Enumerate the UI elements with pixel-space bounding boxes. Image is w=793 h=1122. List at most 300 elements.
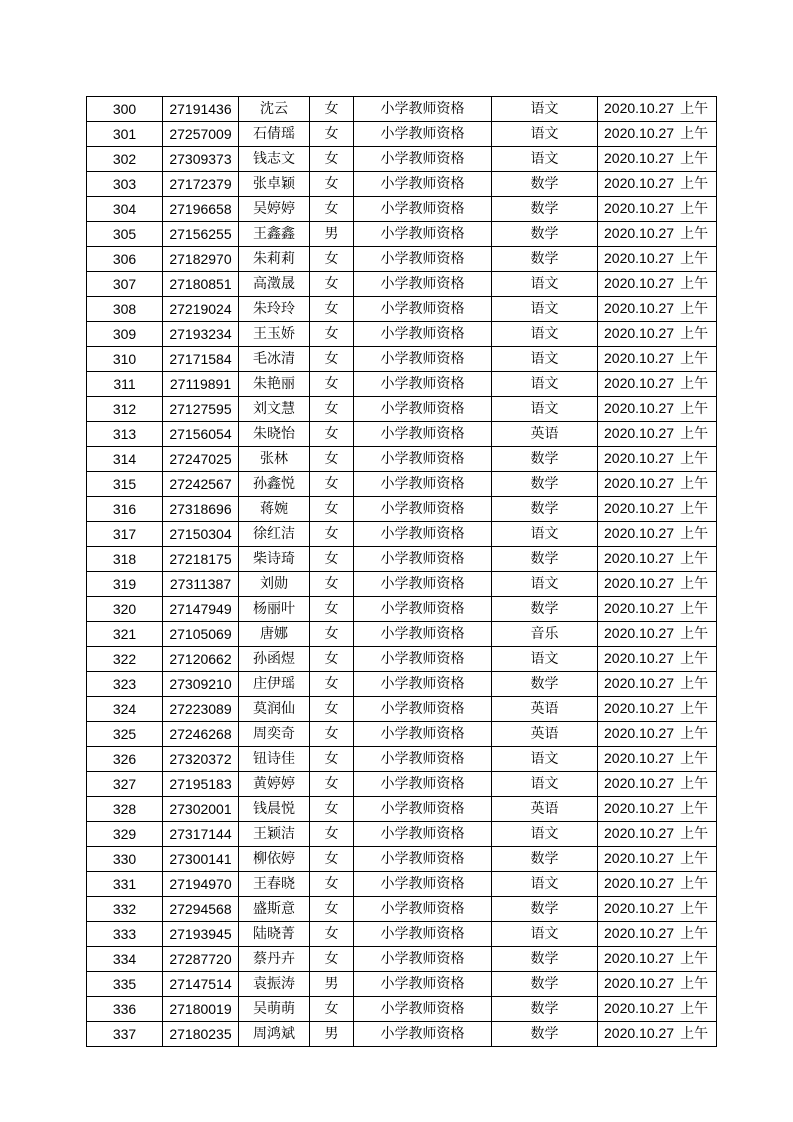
subject-cell: 语文 <box>492 372 598 397</box>
exam-time-cell <box>598 422 717 447</box>
candidate-id-cell: 27196658 <box>163 197 239 222</box>
candidate-id-cell: 27246268 <box>163 722 239 747</box>
name-cell: 钱志文 <box>239 147 310 172</box>
candidate-id-cell: 27105069 <box>163 622 239 647</box>
subject-cell: 数学 <box>492 672 598 697</box>
seq-cell: 306 <box>87 247 163 272</box>
exam-session: 上午 <box>680 851 709 867</box>
exam-session: 上午 <box>680 251 709 267</box>
category-cell: 小学教师资格 <box>354 872 492 897</box>
table-row <box>87 247 717 272</box>
seq-cell: 308 <box>87 297 163 322</box>
exam-time-cell <box>598 847 717 872</box>
subject-cell: 数学 <box>492 472 598 497</box>
seq-cell: 317 <box>87 522 163 547</box>
candidate-id-cell: 27119891 <box>163 372 239 397</box>
exam-date: 2020.10.27 <box>604 450 675 466</box>
exam-date: 2020.10.27 <box>604 500 675 516</box>
candidate-id-cell: 27194970 <box>163 872 239 897</box>
subject-cell: 数学 <box>492 197 598 222</box>
exam-session: 上午 <box>680 451 709 467</box>
exam-session: 上午 <box>680 726 709 742</box>
seq-cell: 327 <box>87 772 163 797</box>
category-cell: 小学教师资格 <box>354 497 492 522</box>
candidate-id-cell: 27156054 <box>163 422 239 447</box>
candidate-id-cell: 27172379 <box>163 172 239 197</box>
gender-cell: 女 <box>310 897 354 922</box>
exam-date: 2020.10.27 <box>604 850 675 866</box>
exam-time-cell <box>598 1022 717 1047</box>
name-cell: 刘勋 <box>239 572 310 597</box>
table-row <box>87 347 717 372</box>
exam-time-cell <box>598 622 717 647</box>
exam-session: 上午 <box>680 976 709 992</box>
table-row <box>87 647 717 672</box>
exam-date: 2020.10.27 <box>604 225 675 241</box>
exam-session: 上午 <box>680 501 709 517</box>
gender-cell: 女 <box>310 372 354 397</box>
exam-date: 2020.10.27 <box>604 125 675 141</box>
exam-date: 2020.10.27 <box>604 650 675 666</box>
category-cell: 小学教师资格 <box>354 722 492 747</box>
category-cell: 小学教师资格 <box>354 147 492 172</box>
gender-cell: 女 <box>310 622 354 647</box>
category-cell: 小学教师资格 <box>354 122 492 147</box>
seq-cell: 301 <box>87 122 163 147</box>
seq-cell: 310 <box>87 347 163 372</box>
exam-date: 2020.10.27 <box>604 750 675 766</box>
subject-cell: 语文 <box>492 822 598 847</box>
exam-date: 2020.10.27 <box>604 1000 675 1016</box>
subject-cell: 数学 <box>492 497 598 522</box>
table-row <box>87 122 717 147</box>
seq-cell: 329 <box>87 822 163 847</box>
subject-cell: 语文 <box>492 147 598 172</box>
name-cell: 钱晨悦 <box>239 797 310 822</box>
exam-time-cell <box>598 222 717 247</box>
name-cell: 盛斯意 <box>239 897 310 922</box>
candidate-id-cell: 27182970 <box>163 247 239 272</box>
table-row <box>87 747 717 772</box>
subject-cell: 语文 <box>492 872 598 897</box>
name-cell: 孙鑫悦 <box>239 472 310 497</box>
subject-cell: 数学 <box>492 897 598 922</box>
exam-time-cell <box>598 397 717 422</box>
seq-cell: 307 <box>87 272 163 297</box>
table-row <box>87 472 717 497</box>
subject-cell: 数学 <box>492 997 598 1022</box>
category-cell: 小学教师资格 <box>354 822 492 847</box>
exam-date: 2020.10.27 <box>604 800 675 816</box>
table-row <box>87 722 717 747</box>
candidate-id-cell: 27219024 <box>163 297 239 322</box>
category-cell: 小学教师资格 <box>354 297 492 322</box>
exam-session: 上午 <box>680 176 709 192</box>
exam-time-cell <box>598 697 717 722</box>
seq-cell: 303 <box>87 172 163 197</box>
name-cell: 柴诗琦 <box>239 547 310 572</box>
exam-session: 上午 <box>680 801 709 817</box>
category-cell: 小学教师资格 <box>354 672 492 697</box>
exam-date: 2020.10.27 <box>604 150 675 166</box>
seq-cell: 305 <box>87 222 163 247</box>
candidate-id-cell: 27156255 <box>163 222 239 247</box>
name-cell: 朱玲玲 <box>239 297 310 322</box>
gender-cell: 女 <box>310 272 354 297</box>
seq-cell: 324 <box>87 697 163 722</box>
name-cell: 刘文慧 <box>239 397 310 422</box>
seq-cell: 313 <box>87 422 163 447</box>
exam-session: 上午 <box>680 676 709 692</box>
seq-cell: 330 <box>87 847 163 872</box>
table-row <box>87 597 717 622</box>
category-cell: 小学教师资格 <box>354 172 492 197</box>
candidate-id-cell: 27247025 <box>163 447 239 472</box>
subject-cell: 数学 <box>492 547 598 572</box>
exam-time-cell <box>598 447 717 472</box>
seq-cell: 326 <box>87 747 163 772</box>
exam-date: 2020.10.27 <box>604 200 675 216</box>
name-cell: 徐红洁 <box>239 522 310 547</box>
exam-session: 上午 <box>680 126 709 142</box>
subject-cell: 语文 <box>492 97 598 122</box>
category-cell: 小学教师资格 <box>354 472 492 497</box>
exam-date: 2020.10.27 <box>604 325 675 341</box>
table-row <box>87 272 717 297</box>
table-row <box>87 972 717 997</box>
subject-cell: 数学 <box>492 947 598 972</box>
table-row <box>87 572 717 597</box>
seq-cell: 300 <box>87 97 163 122</box>
candidate-id-cell: 27193945 <box>163 922 239 947</box>
subject-cell: 语文 <box>492 322 598 347</box>
name-cell: 朱莉莉 <box>239 247 310 272</box>
gender-cell: 女 <box>310 247 354 272</box>
category-cell: 小学教师资格 <box>354 322 492 347</box>
category-cell: 小学教师资格 <box>354 797 492 822</box>
exam-time-cell <box>598 322 717 347</box>
table-row <box>87 297 717 322</box>
gender-cell: 女 <box>310 747 354 772</box>
exam-session: 上午 <box>680 201 709 217</box>
exam-date: 2020.10.27 <box>604 825 675 841</box>
table-row <box>87 622 717 647</box>
name-cell: 毛冰清 <box>239 347 310 372</box>
exam-date: 2020.10.27 <box>604 875 675 891</box>
name-cell: 朱晓怡 <box>239 422 310 447</box>
exam-session: 上午 <box>680 351 709 367</box>
exam-time-cell <box>598 472 717 497</box>
table-row <box>87 997 717 1022</box>
subject-cell: 语文 <box>492 572 598 597</box>
gender-cell: 女 <box>310 172 354 197</box>
exam-time-cell <box>598 297 717 322</box>
exam-session: 上午 <box>680 601 709 617</box>
seq-cell: 314 <box>87 447 163 472</box>
name-cell: 黄婷婷 <box>239 772 310 797</box>
table-row <box>87 422 717 447</box>
gender-cell: 男 <box>310 1022 354 1047</box>
name-cell: 王颖洁 <box>239 822 310 847</box>
seq-cell: 335 <box>87 972 163 997</box>
gender-cell: 女 <box>310 697 354 722</box>
candidate-id-cell: 27309373 <box>163 147 239 172</box>
exam-date: 2020.10.27 <box>604 975 675 991</box>
category-cell: 小学教师资格 <box>354 1022 492 1047</box>
table-row <box>87 497 717 522</box>
name-cell: 柳依婷 <box>239 847 310 872</box>
exam-session: 上午 <box>680 401 709 417</box>
exam-date: 2020.10.27 <box>604 175 675 191</box>
table-row <box>87 1022 717 1047</box>
exam-session: 上午 <box>680 951 709 967</box>
exam-date: 2020.10.27 <box>604 275 675 291</box>
subject-cell: 英语 <box>492 422 598 447</box>
exam-session: 上午 <box>680 701 709 717</box>
exam-session: 上午 <box>680 826 709 842</box>
exam-session: 上午 <box>680 1001 709 1017</box>
gender-cell: 女 <box>310 147 354 172</box>
gender-cell: 男 <box>310 222 354 247</box>
table-row <box>87 772 717 797</box>
gender-cell: 女 <box>310 322 354 347</box>
table-row <box>87 147 717 172</box>
exam-time-cell <box>598 522 717 547</box>
exam-time-cell <box>598 97 717 122</box>
subject-cell: 语文 <box>492 522 598 547</box>
candidate-id-cell: 27309210 <box>163 672 239 697</box>
gender-cell: 女 <box>310 797 354 822</box>
exam-time-cell <box>598 997 717 1022</box>
category-cell: 小学教师资格 <box>354 522 492 547</box>
name-cell: 蔡丹卉 <box>239 947 310 972</box>
exam-date: 2020.10.27 <box>604 700 675 716</box>
name-cell: 张卓颖 <box>239 172 310 197</box>
subject-cell: 语文 <box>492 922 598 947</box>
name-cell: 周奕奇 <box>239 722 310 747</box>
exam-time-cell <box>598 497 717 522</box>
category-cell: 小学教师资格 <box>354 697 492 722</box>
seq-cell: 322 <box>87 647 163 672</box>
candidate-id-cell: 27180235 <box>163 1022 239 1047</box>
category-cell: 小学教师资格 <box>354 847 492 872</box>
exam-session: 上午 <box>680 101 709 117</box>
category-cell: 小学教师资格 <box>354 622 492 647</box>
subject-cell: 数学 <box>492 247 598 272</box>
name-cell: 高澂晟 <box>239 272 310 297</box>
exam-time-cell <box>598 897 717 922</box>
table-row <box>87 547 717 572</box>
exam-session: 上午 <box>680 626 709 642</box>
table-row <box>87 872 717 897</box>
exam-session: 上午 <box>680 926 709 942</box>
subject-cell: 语文 <box>492 747 598 772</box>
exam-time-cell <box>598 822 717 847</box>
table-row <box>87 397 717 422</box>
gender-cell: 女 <box>310 722 354 747</box>
exam-session: 上午 <box>680 551 709 567</box>
name-cell: 石倩瑶 <box>239 122 310 147</box>
subject-cell: 语文 <box>492 647 598 672</box>
exam-date: 2020.10.27 <box>604 1025 675 1041</box>
subject-cell: 语文 <box>492 272 598 297</box>
candidate-id-cell: 27242567 <box>163 472 239 497</box>
seq-cell: 309 <box>87 322 163 347</box>
seq-cell: 321 <box>87 622 163 647</box>
exam-date: 2020.10.27 <box>604 600 675 616</box>
category-cell: 小学教师资格 <box>354 447 492 472</box>
gender-cell: 女 <box>310 347 354 372</box>
table-row <box>87 947 717 972</box>
subject-cell: 数学 <box>492 972 598 997</box>
exam-time-cell <box>598 772 717 797</box>
subject-cell: 语文 <box>492 397 598 422</box>
seq-cell: 315 <box>87 472 163 497</box>
category-cell: 小学教师资格 <box>354 772 492 797</box>
candidate-id-cell: 27127595 <box>163 397 239 422</box>
candidate-id-cell: 27171584 <box>163 347 239 372</box>
category-cell: 小学教师资格 <box>354 272 492 297</box>
subject-cell: 音乐 <box>492 622 598 647</box>
exam-date: 2020.10.27 <box>604 725 675 741</box>
name-cell: 吴萌萌 <box>239 997 310 1022</box>
gender-cell: 男 <box>310 972 354 997</box>
seq-cell: 302 <box>87 147 163 172</box>
name-cell: 钮诗佳 <box>239 747 310 772</box>
candidate-table <box>86 96 717 1047</box>
exam-date: 2020.10.27 <box>604 775 675 791</box>
gender-cell: 女 <box>310 547 354 572</box>
candidate-id-cell: 27191436 <box>163 97 239 122</box>
seq-cell: 318 <box>87 547 163 572</box>
subject-cell: 语文 <box>492 347 598 372</box>
candidate-id-cell: 27320372 <box>163 747 239 772</box>
candidate-id-cell: 27318696 <box>163 497 239 522</box>
name-cell: 莫润仙 <box>239 697 310 722</box>
exam-session: 上午 <box>680 901 709 917</box>
subject-cell: 语文 <box>492 122 598 147</box>
gender-cell: 女 <box>310 672 354 697</box>
table-row <box>87 97 717 122</box>
gender-cell: 女 <box>310 122 354 147</box>
exam-time-cell <box>598 647 717 672</box>
gender-cell: 女 <box>310 447 354 472</box>
table-row <box>87 172 717 197</box>
exam-time-cell <box>598 372 717 397</box>
gender-cell: 女 <box>310 997 354 1022</box>
exam-time-cell <box>598 172 717 197</box>
candidate-id-cell: 27193234 <box>163 322 239 347</box>
name-cell: 杨丽叶 <box>239 597 310 622</box>
category-cell: 小学教师资格 <box>354 947 492 972</box>
seq-cell: 333 <box>87 922 163 947</box>
subject-cell: 数学 <box>492 172 598 197</box>
exam-date: 2020.10.27 <box>604 350 675 366</box>
gender-cell: 女 <box>310 772 354 797</box>
category-cell: 小学教师资格 <box>354 747 492 772</box>
name-cell: 蒋婉 <box>239 497 310 522</box>
exam-date: 2020.10.27 <box>604 250 675 266</box>
exam-time-cell <box>598 797 717 822</box>
candidate-id-cell: 27120662 <box>163 647 239 672</box>
exam-time-cell <box>598 722 717 747</box>
subject-cell: 数学 <box>492 447 598 472</box>
exam-date: 2020.10.27 <box>604 675 675 691</box>
exam-session: 上午 <box>680 751 709 767</box>
name-cell: 王玉娇 <box>239 322 310 347</box>
exam-time-cell <box>598 572 717 597</box>
exam-date: 2020.10.27 <box>604 950 675 966</box>
exam-session: 上午 <box>680 476 709 492</box>
name-cell: 王鑫鑫 <box>239 222 310 247</box>
name-cell: 张林 <box>239 447 310 472</box>
table-row <box>87 847 717 872</box>
category-cell: 小学教师资格 <box>354 922 492 947</box>
subject-cell: 语文 <box>492 297 598 322</box>
category-cell: 小学教师资格 <box>354 97 492 122</box>
name-cell: 庄伊瑶 <box>239 672 310 697</box>
table-row <box>87 797 717 822</box>
exam-time-cell <box>598 272 717 297</box>
category-cell: 小学教师资格 <box>354 222 492 247</box>
name-cell: 袁振涛 <box>239 972 310 997</box>
exam-date: 2020.10.27 <box>604 300 675 316</box>
candidate-id-cell: 27218175 <box>163 547 239 572</box>
exam-time-cell <box>598 197 717 222</box>
exam-date: 2020.10.27 <box>604 525 675 541</box>
category-cell: 小学教师资格 <box>354 547 492 572</box>
candidate-id-cell: 27180019 <box>163 997 239 1022</box>
exam-time-cell <box>598 672 717 697</box>
exam-time-cell <box>598 872 717 897</box>
exam-time-cell <box>598 972 717 997</box>
gender-cell: 女 <box>310 197 354 222</box>
category-cell: 小学教师资格 <box>354 397 492 422</box>
subject-cell: 数学 <box>492 597 598 622</box>
name-cell: 沈云 <box>239 97 310 122</box>
exam-time-cell <box>598 922 717 947</box>
gender-cell: 女 <box>310 422 354 447</box>
gender-cell: 女 <box>310 822 354 847</box>
category-cell: 小学教师资格 <box>354 347 492 372</box>
category-cell: 小学教师资格 <box>354 972 492 997</box>
candidate-id-cell: 27287720 <box>163 947 239 972</box>
seq-cell: 304 <box>87 197 163 222</box>
seq-cell: 337 <box>87 1022 163 1047</box>
exam-date: 2020.10.27 <box>604 475 675 491</box>
exam-session: 上午 <box>680 226 709 242</box>
name-cell: 唐娜 <box>239 622 310 647</box>
seq-cell: 325 <box>87 722 163 747</box>
gender-cell: 女 <box>310 647 354 672</box>
category-cell: 小学教师资格 <box>354 597 492 622</box>
exam-session: 上午 <box>680 426 709 442</box>
exam-session: 上午 <box>680 326 709 342</box>
table-row <box>87 522 717 547</box>
table-row <box>87 222 717 247</box>
gender-cell: 女 <box>310 847 354 872</box>
category-cell: 小学教师资格 <box>354 647 492 672</box>
table-body <box>87 97 717 1047</box>
gender-cell: 女 <box>310 497 354 522</box>
exam-time-cell <box>598 347 717 372</box>
table-row <box>87 822 717 847</box>
gender-cell: 女 <box>310 597 354 622</box>
candidate-id-cell: 27180851 <box>163 272 239 297</box>
category-cell: 小学教师资格 <box>354 197 492 222</box>
category-cell: 小学教师资格 <box>354 997 492 1022</box>
gender-cell: 女 <box>310 522 354 547</box>
